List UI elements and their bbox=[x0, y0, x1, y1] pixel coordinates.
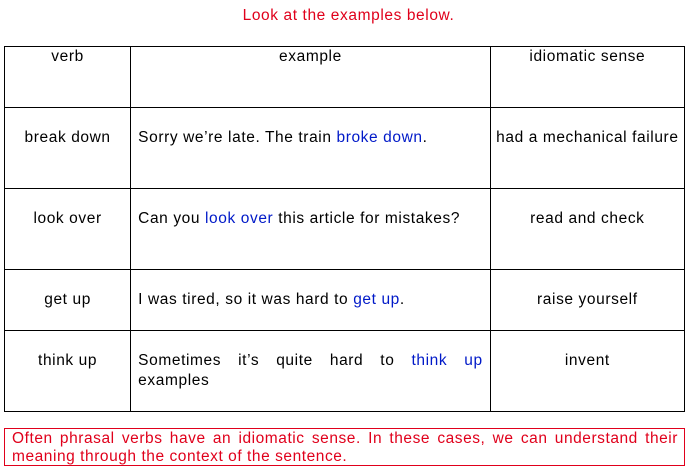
table-row bbox=[5, 270, 685, 331]
header-example: example bbox=[131, 47, 491, 108]
verb-cell: break down bbox=[5, 108, 131, 189]
example-text: Can you bbox=[138, 210, 206, 227]
example-highlight: get up bbox=[353, 291, 400, 308]
example-highlight: broke down bbox=[336, 129, 423, 146]
header-idiomatic-sense: idiomatic sense bbox=[490, 47, 684, 108]
verb-cell: get up bbox=[5, 270, 131, 331]
example-cell bbox=[131, 331, 491, 412]
table-row bbox=[5, 189, 685, 270]
example-cell bbox=[131, 108, 491, 189]
table-row bbox=[5, 108, 685, 189]
note-box: Often phrasal verbs have an idiomatic sense. In these cases, we can understand their meaning through the context of the sentence. bbox=[4, 428, 685, 466]
example-cell bbox=[131, 189, 491, 270]
example-highlight: look over bbox=[205, 210, 274, 227]
sense-cell: had a mechanical failure bbox=[490, 108, 684, 189]
example-text: this article for mistakes? bbox=[273, 210, 461, 227]
verb-cell: think up bbox=[5, 331, 131, 412]
sense-cell: read and check bbox=[490, 189, 684, 270]
example-highlight: think up bbox=[411, 352, 483, 369]
phrasal-verbs-table bbox=[4, 46, 685, 412]
example-text: I was tired, so it was hard to bbox=[138, 291, 354, 308]
header-verb: verb bbox=[5, 47, 131, 108]
example-text: . bbox=[399, 291, 405, 308]
example-text: Sometimes it’s quite hard to bbox=[138, 352, 412, 369]
table-row bbox=[5, 331, 685, 412]
page-title: Look at the examples below. bbox=[242, 7, 455, 24]
example-text: Sorry we’re late. The train bbox=[138, 129, 337, 146]
verb-cell: look over bbox=[5, 189, 131, 270]
example-text: examples bbox=[138, 372, 210, 389]
table-header-row bbox=[5, 47, 685, 108]
sense-cell: invent bbox=[490, 331, 684, 412]
example-cell bbox=[131, 270, 491, 331]
example-text: . bbox=[422, 129, 428, 146]
sense-cell: raise yourself bbox=[490, 270, 684, 331]
